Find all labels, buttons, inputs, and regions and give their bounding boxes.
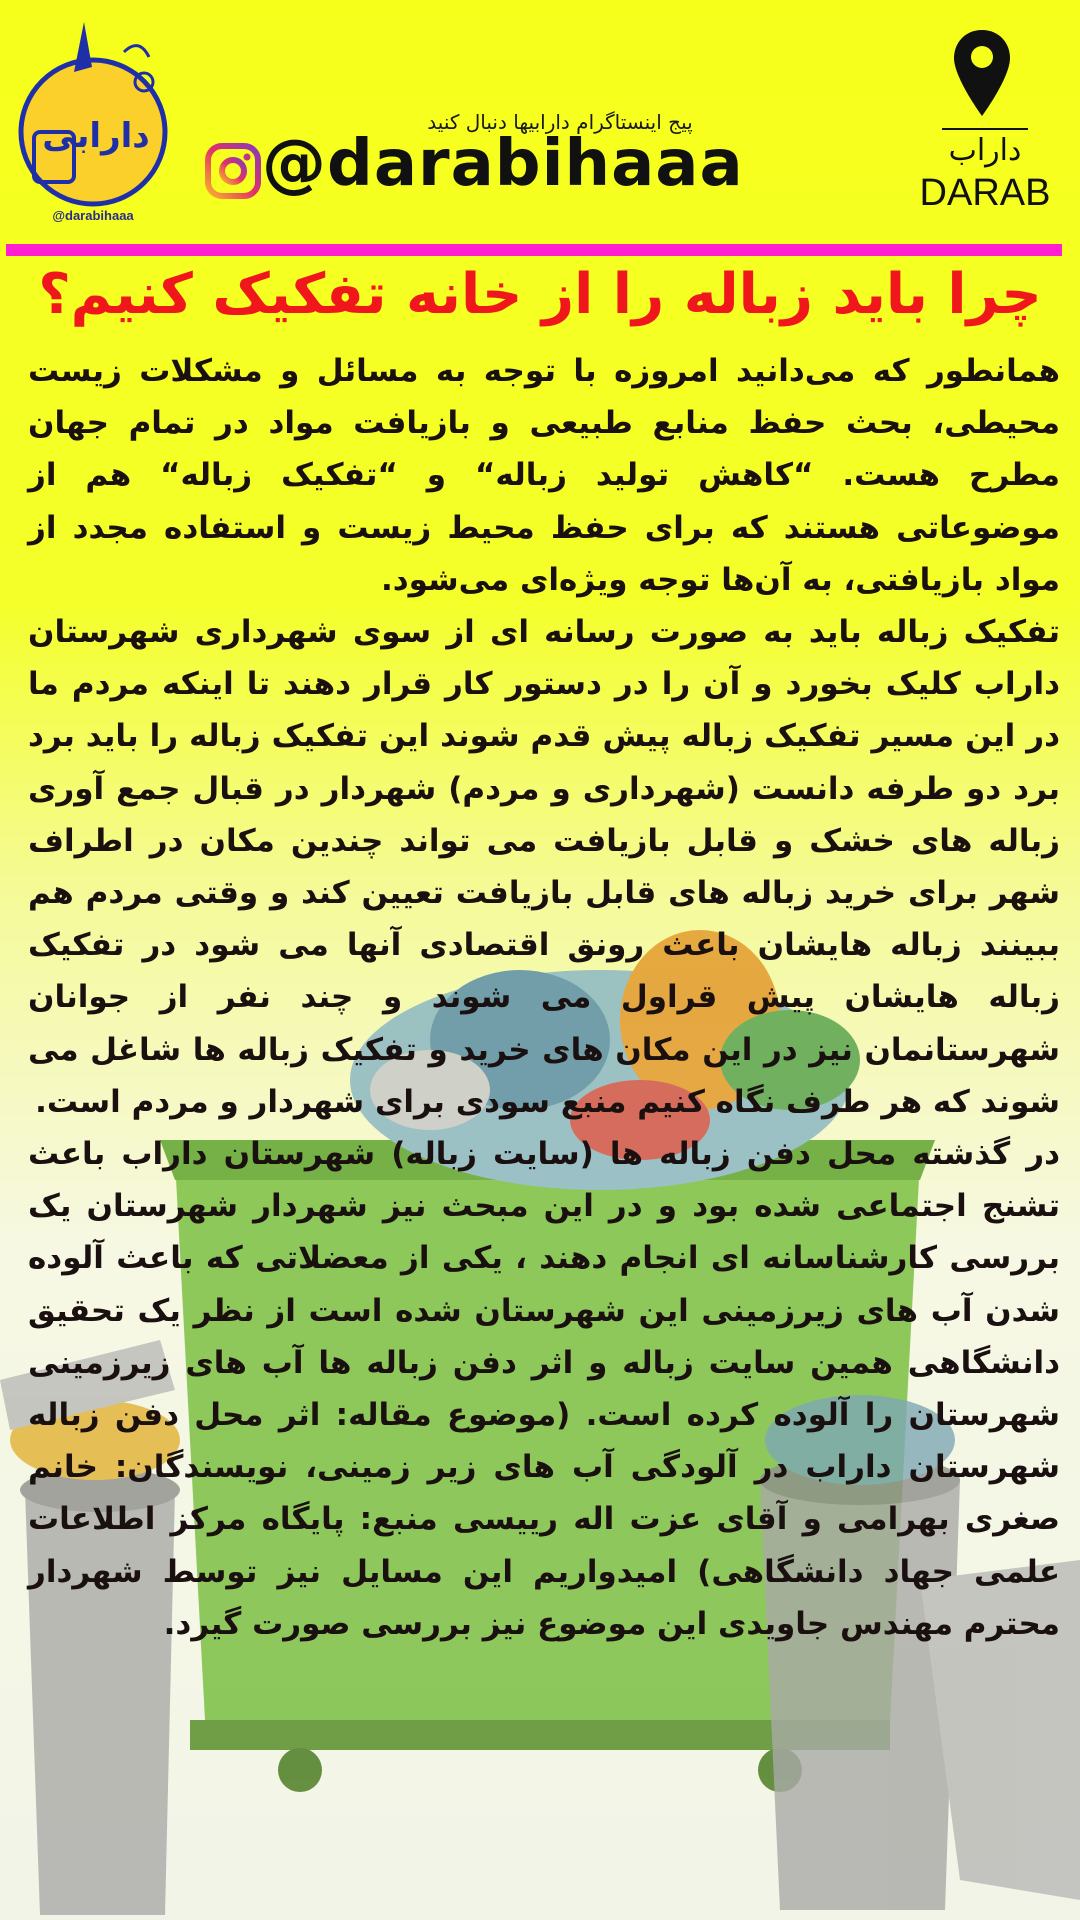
logo-emblem xyxy=(14,12,172,227)
article-body xyxy=(28,345,1060,1650)
page-header xyxy=(0,0,1080,238)
city-name-persian: داراب xyxy=(948,133,1022,168)
location-pin-icon xyxy=(952,28,1012,118)
city-name-english: DARAB xyxy=(919,172,1051,214)
logo-handle: @darabihaaa xyxy=(52,208,134,223)
instagram-icon[interactable] xyxy=(205,143,261,199)
instagram-handle[interactable]: @darabihaaa xyxy=(262,127,744,201)
article-paragraph: در گذشته محل دفن زباله ها (سایت زباله) شهرستان داراب باعث تشنج اجتماعی شده بود و در این مبحث نیز شهردار شهرستان یک بررسی کارشناسانه ای انجام دهند ، یکی از معضلاتی که باعث آلوده شدن آب های زیرزمینی این شهرستان شده است از نظر یک تحقیق دانشگاهی همین سایت زباله و اثر دفن زباله ها آب های زیرزمینی شهرستان را آلوده کرده است. (موضوع مقاله: اثر محل دفن زباله شهرستان داراب در آلودگی آب های زیر زمینی، نویسندگان: خانم صغری بهرامی و آقای عزت اله رییسی منبع: پایگاه مرکز اطلاعات علمی جهاد دانشگاهی) امیدواریم این مسایل نیز توسط شهردار محترم مهندس جاویدی این موضوع نیز بررسی صورت گیرد. xyxy=(28,1136,1060,1642)
header-divider-bar xyxy=(6,244,1062,256)
divider xyxy=(942,128,1028,130)
logo-text: دارابی xyxy=(42,116,150,156)
article-paragraph: همانطور که می‌دانید امروزه با توجه به مسائل و مشکلات زیست محیطی، بحث حفظ منابع طبیعی و بازیافت مواد در تمام جهان مطرح هست. “کاهش تولید زباله“ و “تفکیک زباله“ هم از موضوعاتی هستند که برای حفظ محیط زیست و استفاده مجدد از مواد بازیافتی، به آن‌ها توجه ویژه‌ای می‌شود. xyxy=(28,353,1060,598)
article-paragraph: تفکیک زباله باید به صورت رسانه ای از سوی شهرداری شهرستان داراب کلیک بخورد و آن را در دستور کار قرار دهند تا اینکه مردم ما در این مسیر تفکیک زباله پیش قدم شوند این تفکیک زباله را باید برد برد دو طرفه دانست (شهرداری و مردم) شهردار در قبال جمع آوری زباله های خشک و قابل بازیافت می تواند چندین مکان در اطراف شهر برای خرید زباله های قابل بازیافت تعیین کند و وقتی مردم هم ببینند زباله هایشان باعث رونق اقتصادی آنها می شود در تفکیک زباله هایشان پیش قراول می شوند و چند نفر از جوانان شهرستانمان نیز در این مکان های خرید و تفکیک زباله ها شاغل می شوند که هر طرف نگاه کنیم منبع سودی برای شهردار و مردم است. xyxy=(28,614,1060,1120)
follow-instruction: پیج اینستاگرام دارابیها دنبال کنید xyxy=(427,110,693,134)
article-title: چرا باید زباله را از خانه تفکیک کنیم؟ xyxy=(38,262,1042,327)
